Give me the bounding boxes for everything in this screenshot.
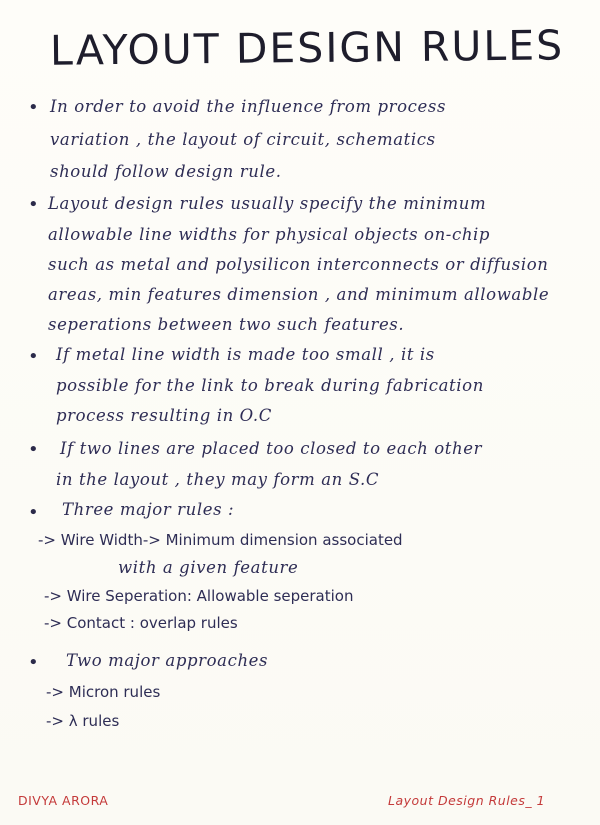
bullet-dot-icon: •: [28, 346, 39, 367]
text-line: In order to avoid the influence from process: [50, 97, 447, 116]
sub-rule-line: -> λ rules: [46, 712, 120, 730]
text-line: such as metal and polysilicon interconnects or diffusion: [48, 255, 549, 274]
bullet-dot-icon: •: [28, 439, 39, 460]
text-line: If two lines are placed too closed to each other: [60, 439, 483, 458]
page-label: Layout Design Rules_ 1: [388, 793, 546, 808]
text-line: Three major rules :: [62, 500, 235, 519]
text-line: If metal line width is made too small , it is: [56, 345, 435, 364]
text-line: should follow design rule.: [50, 162, 282, 181]
bullet-dot-icon: •: [28, 502, 39, 523]
sub-rule-line: with a given feature: [118, 558, 299, 577]
sub-rule-line: -> Contact : overlap rules: [44, 614, 238, 632]
text-line: allowable line widths for physical objects on-chip: [48, 225, 491, 244]
text-line: seperations between two such features.: [48, 315, 405, 334]
text-line: variation , the layout of circuit, schematics: [50, 130, 436, 149]
sub-rule-line: -> Wire Seperation: Allowable seperation: [44, 587, 354, 605]
page-title: LAYOUT DESIGN RULES: [49, 21, 565, 75]
sub-rule-line: -> Micron rules: [46, 683, 161, 701]
author-name: DIVYA ARORA: [18, 793, 109, 808]
bullet-dot-icon: •: [28, 97, 39, 118]
bullet-dot-icon: •: [28, 652, 39, 673]
text-line: in the layout , they may form an S.C: [56, 470, 380, 489]
text-line: areas, min features dimension , and minimum allowable: [48, 285, 550, 304]
text-line: possible for the link to break during fabrication: [56, 376, 484, 395]
bullet-dot-icon: •: [28, 194, 39, 215]
sub-rule-line: -> Wire Width-> Minimum dimension associated: [38, 531, 403, 549]
text-line: Layout design rules usually specify the minimum: [48, 194, 487, 213]
text-line: process resulting in O.C: [56, 406, 272, 425]
text-line: Two major approaches: [66, 651, 269, 670]
